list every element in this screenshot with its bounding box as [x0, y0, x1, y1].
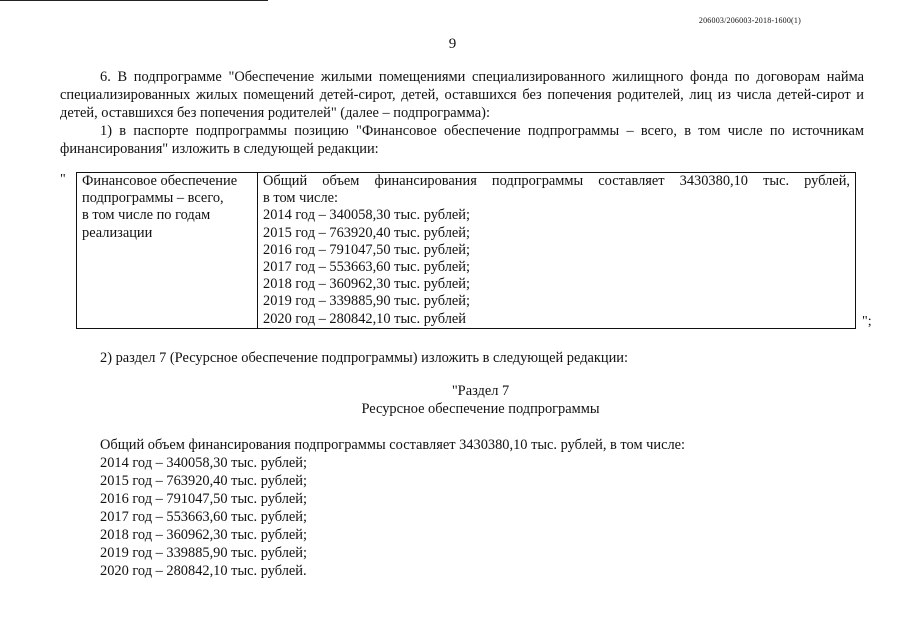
label-line: реализации [82, 224, 153, 241]
label-cell [77, 173, 258, 329]
item-2-text: 2) раздел 7 (Ресурсное обеспечение подпрограммы) изложить в следующей редакции: [100, 350, 628, 366]
year-line: 2019 год – 339885,90 тыс. рублей; [263, 293, 470, 310]
total-line-cont: в том числе: [263, 190, 339, 207]
year-line: 2017 год – 553663,60 тыс. рублей; [100, 509, 307, 525]
section-heading: "Раздел 7 [451, 383, 510, 399]
year-line: 2017 год – 553663,60 тыс. рублей; [263, 259, 470, 276]
document-code: 206003/206003-2018-1600(1) [698, 16, 801, 25]
value-cell [258, 173, 856, 329]
year-line: 2016 год – 791047,50 тыс. рублей; [100, 491, 307, 507]
total-line: Общий объем финансирования подпрограммы составляет 3430380,10 тыс. рублей, [263, 173, 850, 189]
section-intro: Общий объем финансирования подпрограммы составляет 3430380,10 тыс. рублей, в том числе: [100, 437, 686, 453]
year-line: 2015 год – 763920,40 тыс. рублей; [263, 224, 470, 241]
year-line: 2014 год – 340058,30 тыс. рублей; [100, 455, 307, 471]
opening-quote: " [60, 172, 66, 187]
item-1-text: 1) в паспорте подпрограммы позицию "Финансовое обеспечение подпрограммы – всего, в том числе по источникам финансирования" изложить в следующей редакции: [60, 123, 864, 157]
paragraph-6: 6. В подпрограмме "Обеспечение жилыми помещениями специализированного жилищного фонда по договорам найма специализированных жилых помещений детей-сирот, детей, оставшихся без попечения родителей, лиц из числа детей-сирот и детей, оставшихся без попечения родителей" (далее – подпрограмма): [60, 69, 864, 121]
label-line: подпрограммы – всего, [82, 190, 224, 207]
table-row [77, 173, 856, 329]
year-line: 2018 год – 360962,30 тыс. рублей; [263, 276, 470, 293]
top-edge-line [0, 0, 268, 1]
passport-table [76, 172, 856, 329]
year-line: 2014 год – 340058,30 тыс. рублей; [263, 207, 470, 224]
section-title: Ресурсное обеспечение подпрограммы [361, 401, 600, 417]
section-body [100, 436, 685, 580]
year-line: 2015 год – 763920,40 тыс. рублей; [100, 473, 307, 489]
year-line: 2016 год – 791047,50 тыс. рублей; [263, 241, 470, 258]
closing-quote: "; [862, 314, 872, 329]
year-line: 2018 год – 360962,30 тыс. рублей; [100, 527, 307, 543]
year-line: 2020 год – 280842,10 тыс. рублей. [100, 563, 307, 579]
label-line: Финансовое обеспечение [82, 173, 238, 189]
year-line: 2020 год – 280842,10 тыс. рублей [263, 310, 466, 327]
label-line: в том числе по годам [82, 207, 211, 224]
page-number: 9 [448, 36, 457, 52]
year-line: 2019 год – 339885,90 тыс. рублей; [100, 545, 307, 561]
